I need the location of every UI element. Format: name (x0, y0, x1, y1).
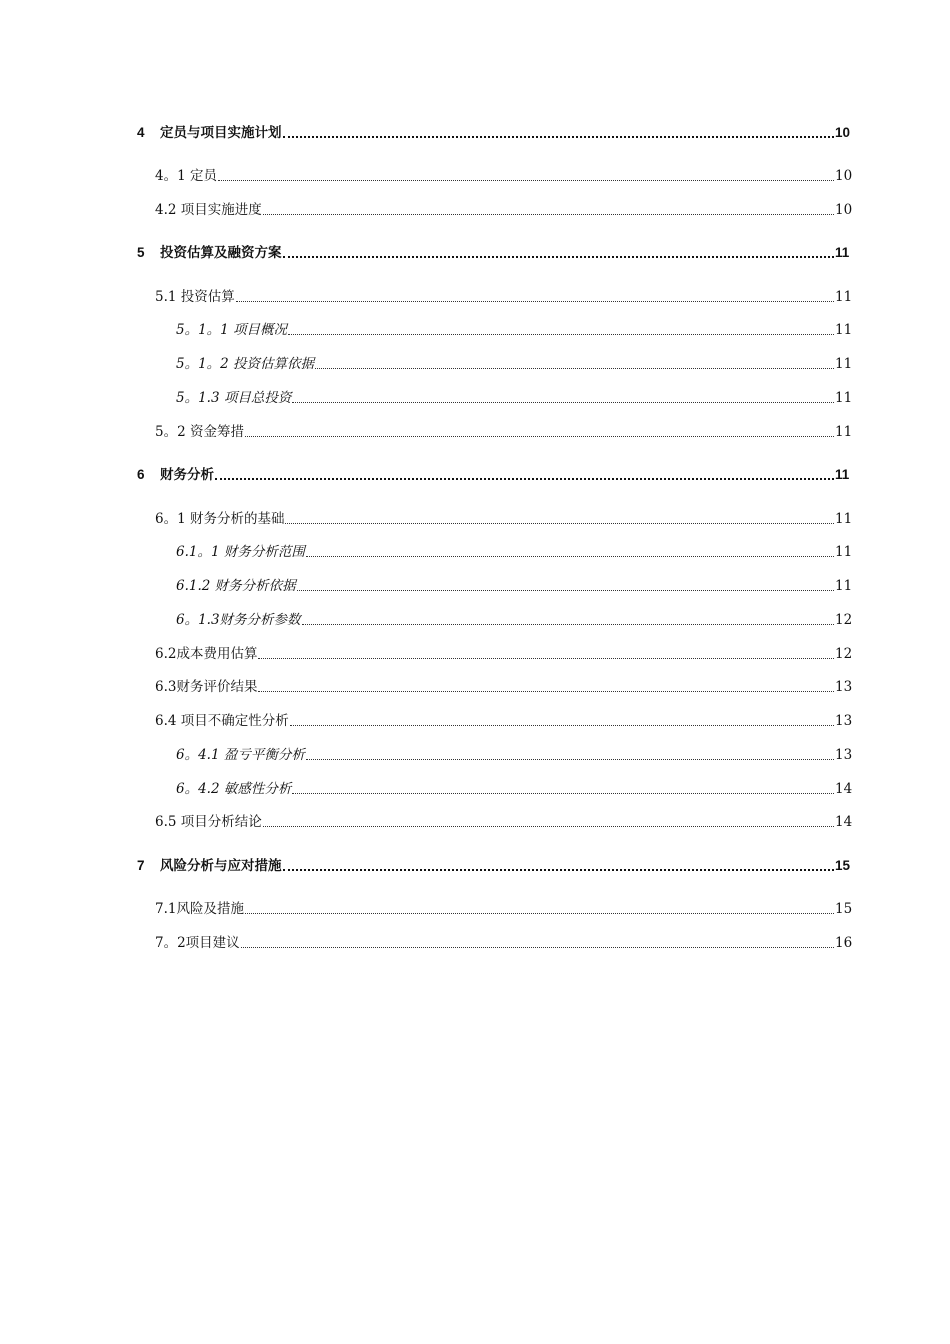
toc-page-number: 11 (835, 322, 853, 338)
toc-entry[interactable] (0, 198, 950, 218)
toc-title: 定员与项目实施计划 (160, 125, 282, 140)
toc-dot-leader (258, 691, 834, 692)
toc-chapter-number: 7 (137, 858, 145, 873)
toc-dot-leader (241, 947, 834, 948)
toc-page-number: 11 (835, 356, 853, 372)
toc-title: 6.5 项目分析结论 (155, 814, 262, 830)
toc-page-number: 12 (835, 612, 853, 628)
toc-page-number: 13 (835, 747, 853, 763)
toc-entry[interactable] (0, 540, 950, 560)
toc-title: 6.4 项目不确定性分析 (155, 713, 289, 729)
toc-dot-leader (288, 334, 834, 335)
toc-title: 投资估算及融资方案 (160, 245, 282, 260)
toc-title: 4.2 项目实施进度 (155, 202, 262, 218)
toc-title: 6。1.3财务分析参数 (176, 612, 301, 628)
toc-entry[interactable] (0, 897, 950, 917)
toc-page-number: 13 (835, 679, 853, 695)
toc-chapter-number: 5 (137, 245, 145, 260)
toc-entry[interactable] (0, 608, 950, 628)
toc-entry[interactable] (0, 386, 950, 406)
toc-title: 6.2成本费用估算 (155, 646, 258, 662)
toc-page-number: 11 (835, 289, 853, 305)
toc-title: 5。2 资金筹措 (155, 424, 244, 440)
toc-entry[interactable] (0, 642, 950, 662)
toc-entry[interactable] (0, 318, 950, 338)
toc-dot-leader (283, 869, 835, 871)
toc-title: 风险分析与应对措施 (160, 858, 282, 873)
toc-entry[interactable] (0, 709, 950, 729)
toc-dot-leader (306, 759, 834, 760)
toc-page-number: 11 (835, 467, 850, 482)
toc-dot-leader (283, 256, 835, 258)
toc-entry[interactable] (0, 352, 950, 372)
toc-dot-leader (263, 826, 834, 827)
toc-dot-leader (290, 725, 834, 726)
toc-page-number: 12 (835, 646, 853, 662)
toc-entry[interactable] (0, 743, 950, 763)
toc-entry[interactable] (0, 574, 950, 594)
toc-dot-leader (297, 590, 834, 591)
toc-title: 7.1风险及措施 (155, 901, 244, 917)
toc-entry[interactable] (0, 675, 950, 695)
toc-entry[interactable] (0, 777, 950, 797)
toc-entry[interactable] (0, 507, 950, 527)
toc-dot-leader (306, 556, 834, 557)
toc-dot-leader (245, 436, 834, 437)
toc-chapter-number: 6 (137, 467, 145, 482)
toc-page-number: 11 (835, 424, 853, 440)
toc-page-number: 10 (835, 168, 853, 184)
toc-title: 4。1 定员 (155, 168, 217, 184)
toc-title: 5。1.3 项目总投资 (176, 390, 292, 406)
toc-entry[interactable] (0, 241, 950, 261)
toc-dot-leader (218, 180, 834, 181)
toc-dot-leader (263, 214, 834, 215)
toc-entry[interactable] (0, 463, 950, 483)
toc-page-number: 10 (835, 202, 853, 218)
toc-title: 5。1。2 投资估算依据 (176, 356, 315, 372)
toc-page-number: 15 (835, 901, 853, 917)
toc-page-number: 11 (835, 390, 853, 406)
toc-entry[interactable] (0, 285, 950, 305)
toc-title: 7。2项目建议 (155, 935, 240, 951)
toc-title: 5。1。1 项目概况 (176, 322, 288, 338)
toc-entry[interactable] (0, 810, 950, 830)
toc-dot-leader (285, 523, 834, 524)
toc-page-number: 11 (835, 544, 853, 560)
toc-dot-leader (283, 136, 835, 138)
toc-chapter-number: 4 (137, 125, 145, 140)
toc-page-number: 10 (835, 125, 851, 140)
toc-title: 6.1。1 财务分析范围 (176, 544, 305, 560)
toc-entry[interactable] (0, 164, 950, 184)
toc-page-number: 11 (835, 245, 850, 260)
toc-title: 6。4.1 盈亏平衡分析 (176, 747, 305, 763)
toc-page-number: 11 (835, 511, 853, 527)
toc-page-number: 15 (835, 858, 851, 873)
toc-dot-leader (236, 301, 834, 302)
toc-page-number: 13 (835, 713, 853, 729)
toc-page-number: 14 (835, 814, 853, 830)
toc-entry[interactable] (0, 854, 950, 874)
toc-dot-leader (302, 624, 834, 625)
toc-entry[interactable] (0, 121, 950, 141)
toc-title: 6。4.2 敏感性分析 (176, 781, 292, 797)
toc-dot-leader (245, 913, 834, 914)
toc-dot-leader (292, 793, 834, 794)
toc-title: 6.1.2 财务分析依据 (176, 578, 296, 594)
toc-title: 6。1 财务分析的基础 (155, 511, 285, 527)
toc-title: 6.3财务评价结果 (155, 679, 258, 695)
toc-dot-leader (215, 478, 834, 480)
toc-title: 5.1 投资估算 (155, 289, 235, 305)
toc-dot-leader (315, 368, 834, 369)
toc-entry[interactable] (0, 931, 950, 951)
toc-page-number: 14 (835, 781, 853, 797)
toc-dot-leader (292, 402, 834, 403)
toc-page-number: 11 (835, 578, 853, 594)
toc-entry[interactable] (0, 420, 950, 440)
toc-page-number: 16 (835, 935, 853, 951)
toc-dot-leader (258, 658, 834, 659)
toc-title: 财务分析 (160, 467, 214, 482)
